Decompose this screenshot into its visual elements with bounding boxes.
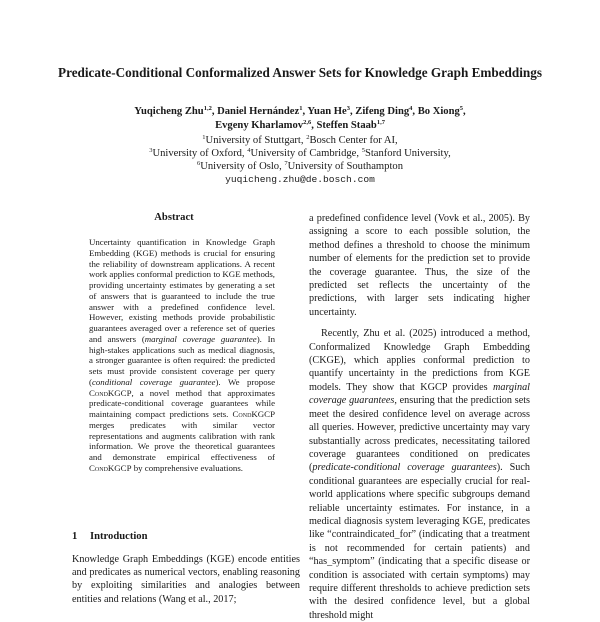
abstract-text: ). In high-stakes applications such as medical diagnosis, a stronger guarantee is often required: the predicted sets must provide consistent coverage per query ( bbox=[89, 333, 276, 387]
affiliation: Stanford University, bbox=[364, 148, 451, 159]
author-name: Bo Xiong bbox=[417, 106, 460, 117]
affiliation: Bosch Center for AI, bbox=[309, 135, 398, 146]
abstract-emphasis: marginal coverage guarantee bbox=[144, 333, 257, 344]
introduction-paragraph: Knowledge Graph Embeddings (KGE) encode entities and predicates as numerical vectors, enabling reasoning by exploiting similarities and analogies between entities and relations (Wang et al., 2017; bbox=[72, 554, 300, 605]
affiliation: University of Southampton bbox=[287, 161, 403, 172]
author-name: Evgeny Kharlamov bbox=[215, 120, 304, 131]
abstract-emphasis: conditional coverage guarantee bbox=[91, 376, 216, 387]
affiliation: University of Cambridge, bbox=[250, 148, 362, 159]
abstract-heading: Abstract bbox=[154, 212, 194, 223]
section-heading-introduction bbox=[72, 531, 148, 542]
section-number: 1 bbox=[72, 531, 78, 542]
body-emphasis: marginal coverage guarantees bbox=[309, 381, 530, 407]
author-affiliation-marker: 5 bbox=[459, 105, 464, 112]
body-emphasis: predicate-conditional coverage guarantees bbox=[312, 462, 497, 474]
introduction-body bbox=[72, 553, 300, 606]
affiliation: University of Oslo, bbox=[200, 161, 285, 172]
author-name: Daniel Hernández bbox=[217, 106, 300, 117]
affiliation: University of Oxford, bbox=[152, 148, 248, 159]
paper-title: Predicate-Conditional Conformalized Answer Sets for Knowledge Graph Embeddings bbox=[58, 65, 542, 80]
contact-email[interactable]: yuqicheng.zhu@de.bosch.com bbox=[225, 174, 375, 185]
author-name: Yuan He bbox=[307, 106, 347, 117]
affiliation-marker: 4 bbox=[247, 147, 251, 154]
method-name: CondKGCP bbox=[89, 462, 132, 473]
affiliation-marker: 2 bbox=[306, 134, 310, 141]
affiliation-list bbox=[40, 134, 560, 186]
affiliation-marker: 1 bbox=[202, 134, 206, 141]
author-affiliation-marker: 3 bbox=[346, 105, 350, 112]
author-name: Steffen Staab bbox=[316, 120, 377, 131]
affiliation-marker: 5 bbox=[361, 147, 365, 154]
section-title: Introduction bbox=[90, 531, 148, 542]
abstract-paragraph bbox=[89, 237, 275, 474]
affiliation-marker: 7 bbox=[284, 160, 288, 167]
abstract-text: Uncertainty quantification in Knowledge Graph Embedding (KGE) methods is crucial for ensuring the reliability of downstream applications. A recent work applies conformal prediction to KGE methods, providing uncertainty estimates by generating a set of answers that is guaranteed to include the true answer with a predefined confidence level. However, existing methods provide probabilistic guarantees averaged over a reference set of queries and answers ( bbox=[89, 237, 275, 344]
body-paragraph bbox=[309, 327, 530, 622]
author-affiliation-marker: 1,7 bbox=[376, 119, 385, 126]
affiliation: University of Stuttgart, bbox=[205, 135, 307, 146]
author-affiliation-marker: 1,2 bbox=[203, 105, 212, 112]
author-affiliation-marker: 2,6 bbox=[303, 119, 312, 126]
author-affiliation-marker: 1 bbox=[299, 105, 303, 112]
body-paragraph: a predefined confidence level (Vovk et al., 2005). By assigning a score to each possible solution, the method defines a threshold to choose the minimum number of elements for the prediction set to provide the coverage guarantee. Thus, the size of the predicted set reflects the uncertainty of the predictions, with larger sets indicating higher uncertainty. bbox=[309, 213, 530, 318]
affiliation-marker: 3 bbox=[149, 147, 153, 154]
abstract-text: , a novel method that approximates predicate-conditional coverage guarantees while maintaining compact predictions sets. bbox=[89, 387, 275, 419]
method-name: CondKGCP bbox=[232, 409, 275, 419]
affiliation-marker: 6 bbox=[196, 160, 201, 167]
abstract-text: by comprehensive evaluations. bbox=[131, 462, 243, 473]
method-name: CondKGCP bbox=[89, 387, 132, 398]
author-list: Yuqicheng Zhu$^{1,2}$, Daniel Hernández$^1$, Yuan He$^3$, Zifeng Ding$^4$, Bo Xiong$^5$, Evgeny Kharlamov$^{2,6}$, Steffen Staab$^{1,7}$ bbox=[134, 105, 466, 131]
body-text: Recently, Zhu et al. (2025) introduced a method, Conformalized Knowledge Graph Embedding (CKGE), which applies conformal prediction to quantify uncertainty in the predictions from KGE models. They show that KGCP provides bbox=[309, 328, 530, 393]
right-column bbox=[309, 212, 530, 622]
abstract-text: ). We propose bbox=[215, 376, 275, 387]
body-text: , ensuring that the prediction sets meet the desired confidence level on average across all queries. However, predictive uncertainty may vary substantially across predicates, necessitating tailored coverage guarantees conditioned on predicates ( bbox=[309, 395, 531, 474]
author-name: Yuqicheng Zhu bbox=[134, 106, 204, 117]
author-affiliation-marker: 4 bbox=[409, 105, 413, 112]
author-name: Zifeng Ding bbox=[355, 106, 410, 117]
abstract-text: merges predicates with similar vector representations and augments calibration with rank information. We prove the theoretical guarantees and demonstrate empirical effectiveness of bbox=[89, 419, 275, 462]
abstract-body bbox=[89, 237, 275, 474]
body-text: ). Such conditional guarantees are especially crucial for real-world applications where specific subgroups demand reliable uncertainty estimates. For instance, in a medical diagnosis system leveraging KGE, predicates like “contraindicated_for” (indicating that a treatment is not recommended for certain patients) and “has_symptom” (indicating that a specific disease or condition is associated with certain symptoms) may require different thresholds to achieve prediction sets with the desired confidence level, but a global threshold might bbox=[309, 462, 530, 621]
